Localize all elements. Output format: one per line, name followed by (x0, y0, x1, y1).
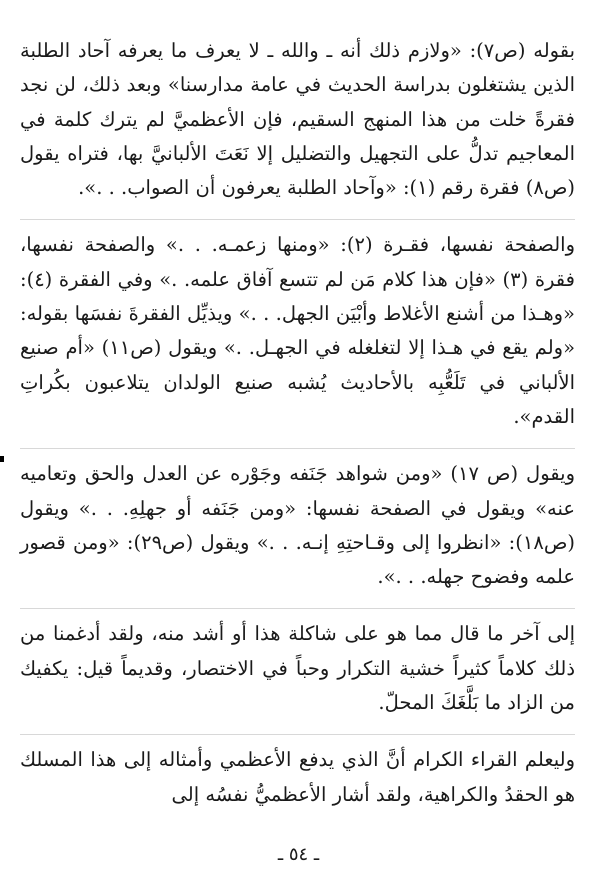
page-number: ـ ٥٤ ـ (277, 844, 320, 865)
paragraph-1: بقوله (ص٧): «ولازم ذلك أنه ـ والله ـ لا يعرف ما يعرفه آحاد الطلبة الذين يشتغلون بدراسة الحديث في عامة مدارسنا» وبعد ذلك، لن نجد فقرةً خلت من هذا المنهج السقيم، فإن الأعظميَّ لم يترك كلمة في المعاجيم تدلُّ على التجهيل والتضليل إلا نَعَتَ الألبانيَّ بها، فتراه يقول (ص٨) فقرة رقم (١): «وآحاد الطلبة يعرفون أن الصواب. . .». (20, 39, 575, 200)
paragraph-2: والصفحة نفسها، فقـرة (٢): «ومنها زعمـه. . .» والصفحة نفسها، فقرة (٣) «فإن هذا كلام مَن لم تتسع آفاق علمه. .» وفي الفقرة (٤): «وهـذا من أشنع الأغلاط وأبْيَن الجهل. . .» ويذيِّل الفقرةَ نفسَها بقوله: «ولم يقع في هـذا إلا لتغلغله في الجهـل. .» ويقول (ص١١) «أم صنيع الألباني في تَلَعُّبِه بالأحاديث يُشبه صنيع الولدان يتلاعبون بكُراتِ القدم». (20, 233, 575, 428)
paragraph-3: ويقول (ص ١٧) «ومن شواهد جَنَفه وجَوْره عن العدل والحق وتعاميه عنه» ويقول في الصفحة نفسها: «ومن جَنَفه أو جهلِهِ. . .» ويقول (ص١٨): «انظروا إلى وقـاحتِهِ إنـه. . .» ويقول (ص٢٩): «ومن قصور علمه وفضوح جهله. . .». (20, 462, 575, 589)
paragraph-divider (20, 734, 575, 735)
margin-mark (0, 456, 4, 462)
paragraph-divider (20, 219, 575, 220)
paragraph-divider (20, 608, 575, 609)
paragraph-divider (20, 448, 575, 449)
paragraph-4: إلى آخر ما قال مما هو على شاكلة هذا أو أشد منه، ولقد أدغمنا من ذلك كلاماً كثيراً خشية التكرار وحباً في الاختصار، وقديماً قيل: يكفيك من الزاد ما بَلَّغَكَ المحلّ. (20, 622, 575, 715)
page-body (20, 34, 575, 826)
paragraph-5: وليعلم القراء الكرام أنَّ الذي يدفع الأعظمي وأمثاله إلى هذا المسلك هو الحقدُ والكراهية، ولقد أشار الأعظميُّ نفسُه إلى (20, 748, 575, 806)
